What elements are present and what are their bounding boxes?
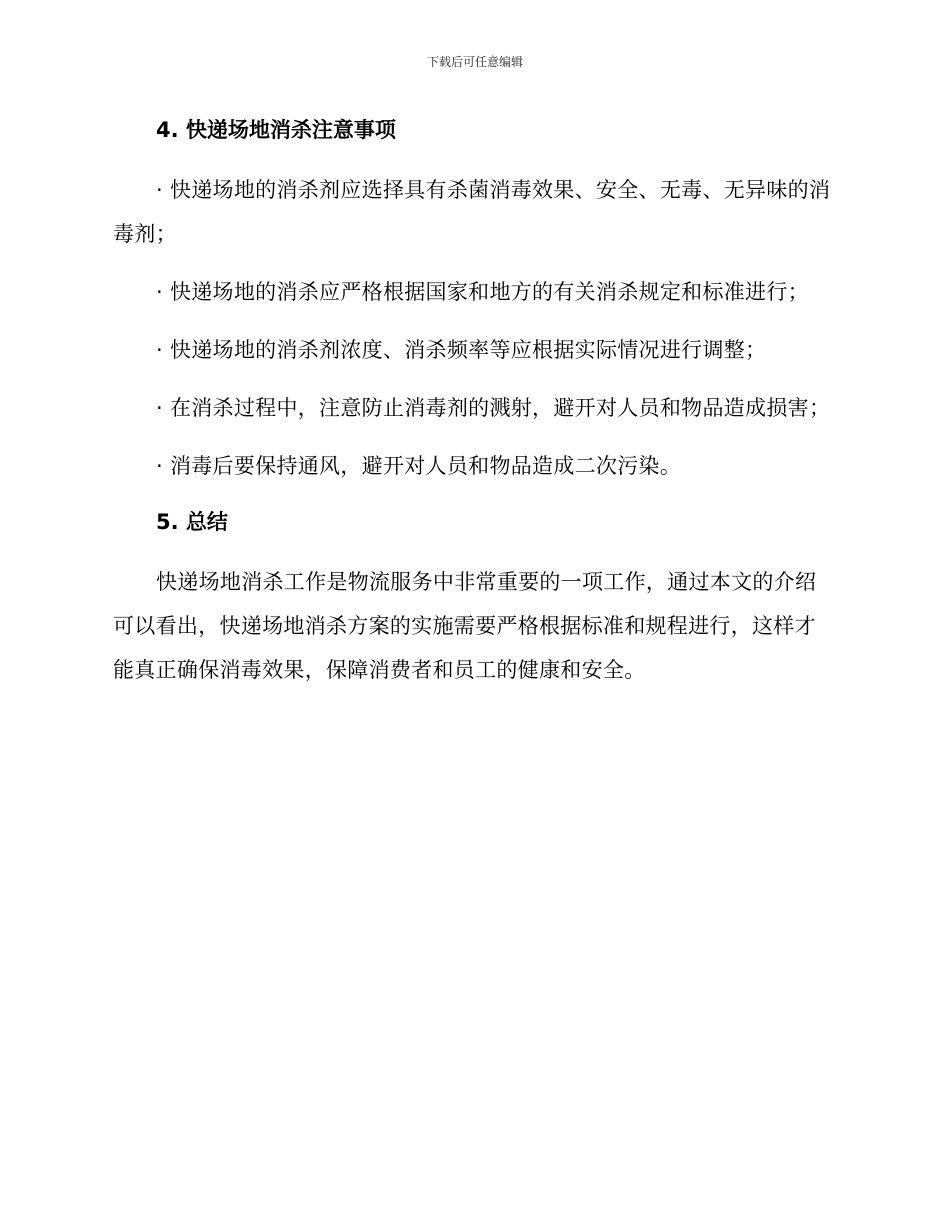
section-4-item-1: · 快递场地的消杀剂应选择具有杀菌消毒效果、安全、无毒、无异味的消毒剂； [113, 178, 831, 246]
section-4-item-5: · 消毒后要保持通风，避开对人员和物品造成二次污染。 [156, 454, 682, 478]
page-header: 下载后可任意编辑 [426, 55, 523, 69]
section-4-item-4: · 在消杀过程中，注意防止消毒剂的溅射，避开对人员和物品造成损害； [156, 396, 831, 420]
section-4-item-3: · 快递场地的消杀剂浓度、消杀频率等应根据实际情况进行调整； [156, 338, 767, 362]
document-body [113, 110, 835, 692]
section-4-heading: 4. 快递场地消杀注意事项 [156, 118, 396, 142]
section-5-heading: 5. 总结 [156, 510, 228, 534]
section-4-item-2: · 快递场地的消杀应严格根据国家和地方的有关消杀规定和标准进行； [156, 280, 809, 304]
section-5-paragraph: 快递场地消杀工作是物流服务中非常重要的一项工作，通过本文的介绍可以看出，快递场地消杀方案的实施需要严格根据标准和规程进行，这样才能真正确保消毒效果，保障消费者和员工的健康和安全。 [113, 570, 817, 682]
